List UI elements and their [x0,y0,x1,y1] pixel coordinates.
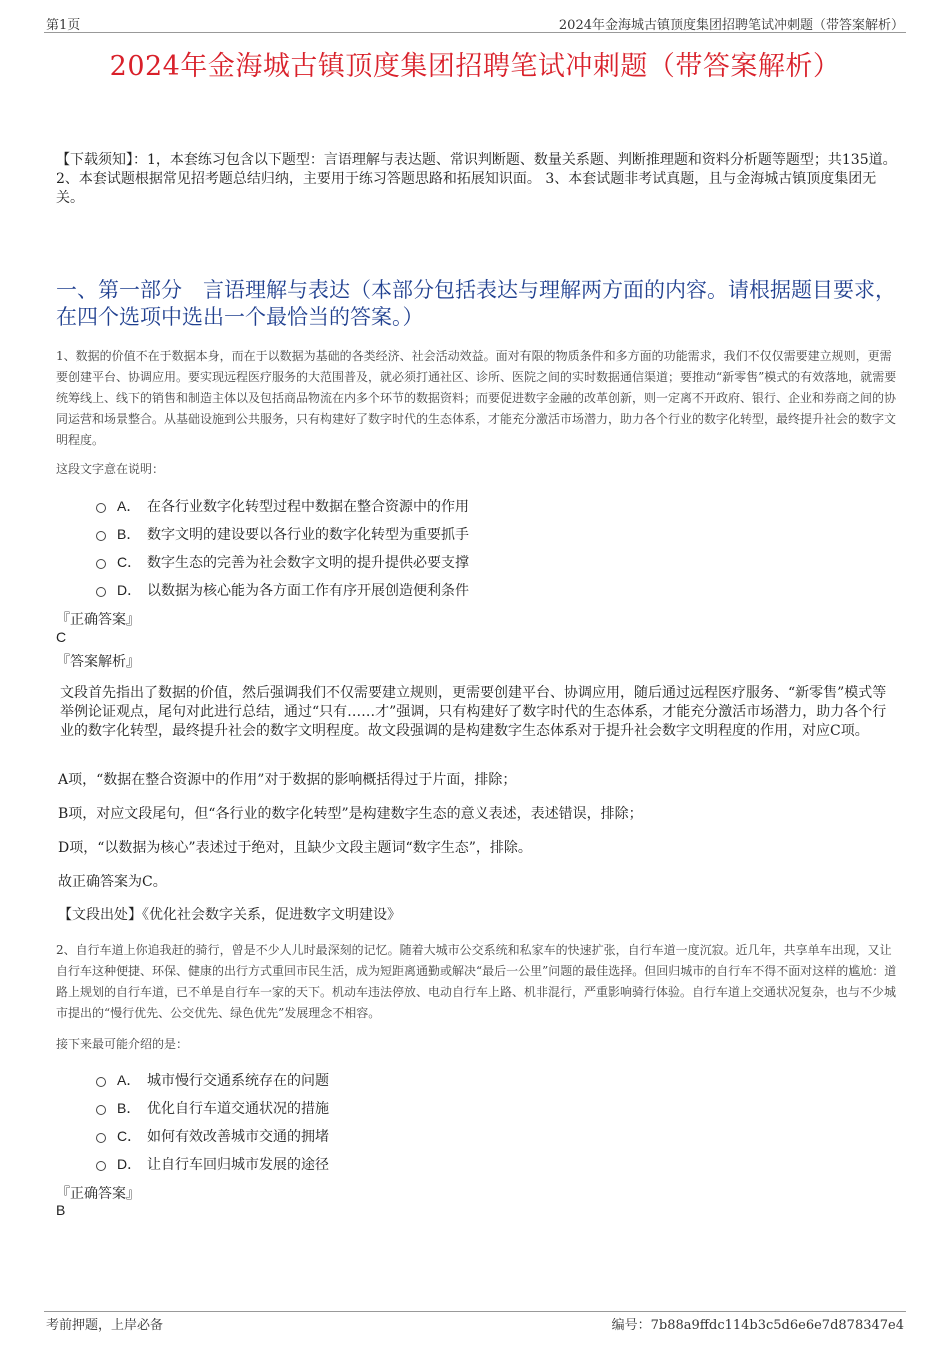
question-1-option-b[interactable]: B． 数字文明的建设要以各行业的数字化转型为重要抓手 [96,524,469,544]
footer-divider [44,1311,906,1312]
question-1-answer: C [56,629,67,645]
question-2-option-b[interactable]: B． 优化自行车道交通状况的措施 [96,1098,329,1118]
document-title: 2024年金海城古镇顶度集团招聘笔试冲刺题（带答案解析） [109,51,841,82]
question-1-source: 【文段出处】《优化社会数字关系，促进数字文明建设》 [58,907,401,923]
running-header-title: 2024年金海城古镇顶度集团招聘笔试冲刺题（带答案解析） [558,18,904,33]
radio-icon[interactable] [96,1133,106,1143]
question-1-analysis-b: B项，对应文段尾句，但“各行业的数字化转型”是构建数字生态的意义表述，表述错误，排除； [58,806,643,822]
section-heading: 一、第一部分 言语理解与表达（本部分包括表达与理解两方面的内容。请根据题目要求，在四个选项中选出一个最恰当的答案。） [56,278,896,329]
radio-icon[interactable] [96,559,106,569]
question-2-prompt: 接下来最可能介绍的是： [56,1037,189,1051]
question-1-prompt: 这段文字意在说明： [56,462,165,476]
question-1-analysis-a: A项，“数据在整合资源中的作用”对于数据的影响概括得过于片面，排除； [58,772,517,788]
page-number: 第1页 [46,18,81,33]
question-2-option-d[interactable]: D． 让自行车回归城市发展的途径 [96,1154,329,1174]
question-1-option-c[interactable]: C． 数字生态的完善为社会数字文明的提升提供必要支撑 [96,552,469,572]
radio-icon[interactable] [96,503,106,513]
question-1-text: 1、数据的价值不在于数据本身，而在于以数据为基础的各类经济、社会活动效益。面对有限的物质条件和多方面的功能需求，我们不仅仅需要建立规则，更需要创建平台、协调应用。要实现远程医疗服务的大范围普及，就必须打通社区、诊所、医院之间的实时数据通信渠道；要推动“新零售”模式的有效落地，就需要统筹线上、线下的销售和制造主体以及包括商品物流在内多个环节的数据资料；而要促进数字金融的改革创新，则一定离不开政府、银行、企业和券商之间的协同运营和场景整合。从基础设施到公共服务，只有构建好了数字时代的生态体系，才能充分激活市场潜力，助力各个行业的数字化转型，最终提升社会的数字文明程度。 [56,349,897,447]
download-notice: 【下载须知】：1，本套练习包含以下题型：言语理解与表达题、常识判断题、数量关系题、判断推理题和资料分析题等题型；共135道。 2、本套试题根据常见招考题总结归纳，主要用于练习答题思路和拓展知识面。 3、本套试题非考试真题，且与金海城古镇顶度集团无关。 [56,152,897,206]
question-2-text: 2、自行车道上你追我赶的骑行，曾是不少人儿时最深刻的记忆。随着大城市公交系统和私家车的快速扩张，自行车道一度沉寂。近几年，共享单车出现，又让自行车这种便捷、环保、健康的出行方式重回市民生活，成为短距离通勤或解决“最后一公里”问题的最佳选择。但回归城市的自行车不得不面对这样的尴尬：道路上规划的自行车道，已不单是自行车一家的天下。机动车违法停放、电动自行车上路、机非混行，严重影响骑行体验。自行车道上交通状况复杂，也与不少城市提出的“慢行优先、公交优先、绿色优先”发展理念不相容。 [56,943,897,1020]
question-1-option-a[interactable]: A． 在各行业数字化转型过程中数据在整合资源中的作用 [96,496,469,516]
question-1-option-d[interactable]: D． 以数据为核心能为各方面工作有序开展创造便利条件 [96,580,469,600]
radio-icon[interactable] [96,1077,106,1087]
question-2-answer: B [56,1202,66,1218]
radio-icon[interactable] [96,587,106,597]
question-2-answer-label: 『正确答案』 [56,1186,140,1202]
question-2-option-a[interactable]: A． 城市慢行交通系统存在的问题 [96,1070,329,1090]
radio-icon[interactable] [96,1161,106,1171]
question-1-analysis: 文段首先指出了数据的价值，然后强调我们不仅需要建立规则，更需要创建平台、协调应用，随后通过远程医疗服务、“新零售”模式等举例论证观点，尾句对此进行总结，通过“只有……才”强调，只有构建好了数字时代的生态体系，才能充分激活市场潜力，助力各个行业的数字化转型，最终提升社会的数字文明程度。故文段强调的是构建数字生态体系对于提升社会数字文明程度的作用，对应C项。 [60,685,887,739]
question-1-answer-label: 『正确答案』 [56,612,140,628]
footer-serial: 编号：7b88a9ffdc114b3c5d6e6e7d878347e4 [611,1318,904,1333]
radio-icon[interactable] [96,1105,106,1115]
radio-icon[interactable] [96,531,106,541]
header-divider [44,32,906,33]
question-2-option-c[interactable]: C． 如何有效改善城市交通的拥堵 [96,1126,329,1146]
question-1-analysis-label: 『答案解析』 [56,654,140,670]
footer-slogan: 考前押题，上岸必备 [46,1318,164,1333]
question-1-conclusion: 故正确答案为C。 [58,874,167,890]
question-1-analysis-d: D项，“以数据为核心”表述过于绝对，且缺少文段主题词“数字生态”，排除。 [58,840,532,856]
